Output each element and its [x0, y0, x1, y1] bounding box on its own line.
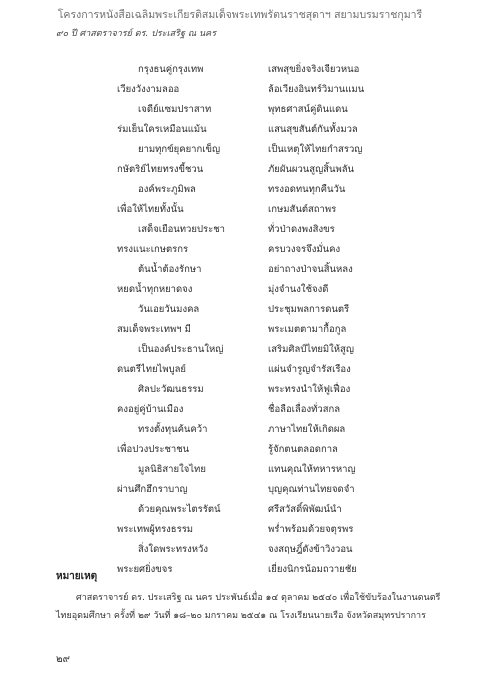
poem-couplet: [0, 520, 480, 540]
poem-line-right: พุทธศาสน์คู่ดินแดน: [268, 104, 348, 115]
poem-line-left: ศิลปะวัฒนธรรม: [138, 384, 204, 395]
poem-line-right: แผ่นจำรูญจำรัสเรือง: [268, 364, 351, 375]
poem-line-right: ชื่อลือเลื่องทั่วสกล: [268, 404, 341, 415]
poem-line-left: สิ่งใดพระทรงหวัง: [138, 544, 208, 555]
poem-couplet: [0, 540, 480, 560]
poem-line-right: แสนสุขสันต์กันทั้งมวล: [268, 124, 358, 135]
poem-couplet: [0, 500, 480, 520]
page-number: ๒๙: [56, 654, 70, 665]
poem-line-right: อย่าถางป่าจนสิ้นหลง: [268, 264, 353, 275]
poem-line-left: ทรงแนะเกษตรกร: [117, 244, 189, 255]
poem-line-right: ภาษาไทยให้เกิดผล: [268, 424, 346, 435]
running-header: โครงการหนังสือเฉลิมพระเกียรติสมเด็จพระเทพรัตนราชสุดาฯ สยามบรมราชกุมารี: [57, 9, 423, 21]
poem-couplet: [0, 360, 480, 380]
poem-couplet: [0, 120, 480, 140]
poem-line-left: ด้วยคุณพระไตรรัตน์: [138, 504, 221, 515]
poem-line-left: กรุงธนคู่กรุงเทพ: [138, 64, 204, 75]
poem-couplet: [0, 140, 480, 160]
poem-line-left: ยามทุกข์ยุคยากเข็ญ: [138, 144, 221, 155]
running-subheader: ๙๐ ปี ศาสตราจารย์ ดร. ประเสริฐ ณ นคร: [56, 29, 217, 39]
poem-couplet: [0, 220, 480, 240]
poem-line-left: หยดน้ำทุกหยาดจง: [117, 284, 193, 295]
poem-line-right: ครบวงจรจึงมั่นคง: [268, 244, 341, 255]
poem-line-left: พระยศยิ่งขจร: [117, 564, 173, 575]
poem-line-left: ผ่านศึกฮึกราบาญ: [117, 484, 188, 495]
poem-couplet: [0, 400, 480, 420]
poem-couplet: [0, 420, 480, 440]
poem-line-right: เกษมสันต์สถาพร: [268, 204, 337, 215]
poem-line-left: คงอยู่คู่บ้านเมือง: [117, 404, 184, 415]
poem-couplet: [0, 380, 480, 400]
poem-line-right: เป็นเหตุให้ไทยกำสรวญ: [268, 144, 363, 155]
poem-line-left: เวียงวังงามลออ: [117, 84, 180, 95]
poem-line-left: มูลนิธิสายใจไทย: [138, 464, 206, 475]
poem-couplet: [0, 100, 480, 120]
poem-line-right: ภัยผันผวนสูญสิ้นพลัน: [268, 164, 355, 175]
poem: [0, 60, 480, 580]
poem-line-left: องค์พระภูมิพล: [138, 184, 196, 195]
poem-line-right: ทั่วป่าดงพงสิงขร: [268, 224, 335, 235]
poem-line-left: ร่มเย็นใครเหมือนแม้น: [117, 124, 207, 135]
poem-line-left: ทรงตั้งทุนค้นคว้า: [138, 424, 208, 435]
poem-line-right: บุญคุณท่านไทยจดจำ: [268, 484, 355, 495]
poem-line-right: ศรีสวัสดิ์พิพัฒน์นำ: [268, 504, 342, 515]
poem-line-right: จงสฤษฎิ์ดังข้าวิงวอน: [268, 544, 353, 555]
notes-paragraph: ศาสตราจารย์ ดร. ประเสริฐ ณ นคร ประพันธ์เมื่อ ๑๔ ตุลาคม ๒๕๔๐ เพื่อใช้ขับร้องในงานดนตรีไทยอุดมศึกษา ครั้งที่ ๒๙ วันที่ ๑๘–๒๐ มกราคม ๒๕๔๑ ณ โรงเรียนนายเรือ จังหวัดสมุทรปราการ: [56, 593, 441, 621]
notes-body: [56, 590, 446, 625]
poem-couplet: [0, 240, 480, 260]
poem-line-left: เสด็จเยือนทวยประชา: [138, 224, 225, 235]
poem-line-right: ทรงอดทนทุกคืนวัน: [268, 184, 346, 195]
poem-couplet: [0, 160, 480, 180]
poem-couplet: [0, 60, 480, 80]
poem-line-left: ดนตรีไทยไพบูลย์: [117, 364, 187, 375]
poem-line-left: สมเด็จพระเทพฯ มี: [117, 324, 191, 335]
poem-line-right: ล้อเวียงอินทร์วิมานแมน: [268, 84, 365, 95]
poem-couplet: [0, 180, 480, 200]
poem-couplet: [0, 300, 480, 320]
poem-couplet: [0, 280, 480, 300]
poem-couplet: [0, 480, 480, 500]
poem-line-right: เยี่ยงนิกรน้อมถวายชัย: [268, 564, 357, 575]
poem-couplet: [0, 340, 480, 360]
poem-couplet: [0, 440, 480, 460]
poem-line-right: เสริมศิลป์ไทยมิให้สูญ: [268, 344, 354, 355]
poem-line-left: ต้นน้ำต้องรักษา: [138, 264, 202, 275]
poem-line-left: เพื่อให้ไทยทั้งนั้น: [117, 204, 184, 215]
poem-line-right: พร่ำพร้อมด้วยจตุรพร: [268, 524, 354, 535]
poem-line-right: รู้จักตนตลอดกาล: [268, 444, 338, 455]
poem-couplet: [0, 460, 480, 480]
poem-line-right: พระทรงนำให้ฟูเฟื่อง: [268, 384, 351, 395]
poem-couplet: [0, 200, 480, 220]
poem-couplet: [0, 260, 480, 280]
poem-line-left: กษัตริย์ไทยทรงขี้ชวน: [117, 164, 204, 175]
poem-line-right: แทนคุณให้ทหารหาญ: [268, 464, 356, 475]
poem-couplet: [0, 320, 480, 340]
poem-line-left: วันเอยวันมงคล: [138, 304, 200, 315]
poem-line-right: มุ่งจำนงใช้จงดี: [268, 284, 329, 295]
poem-line-left: เป็นองค์ประธานใหญ่: [138, 344, 224, 355]
poem-line-left: เพื่อปวงประชาชน: [117, 444, 190, 455]
poem-couplet: [0, 80, 480, 100]
notes-title: หมายเหตุ: [56, 571, 98, 582]
poem-line-right: ประชุมพลการดนตรี: [268, 304, 350, 315]
poem-line-right: เสพสุขยิ่งจริงเจียวหนอ: [268, 64, 360, 75]
poem-line-left: เจดีย์แซมปราสาท: [138, 104, 212, 115]
poem-line-left: พระเทพผู้ทรงธรรม: [117, 524, 194, 535]
poem-line-right: พระเมตตามากื้อกูล: [268, 324, 347, 335]
